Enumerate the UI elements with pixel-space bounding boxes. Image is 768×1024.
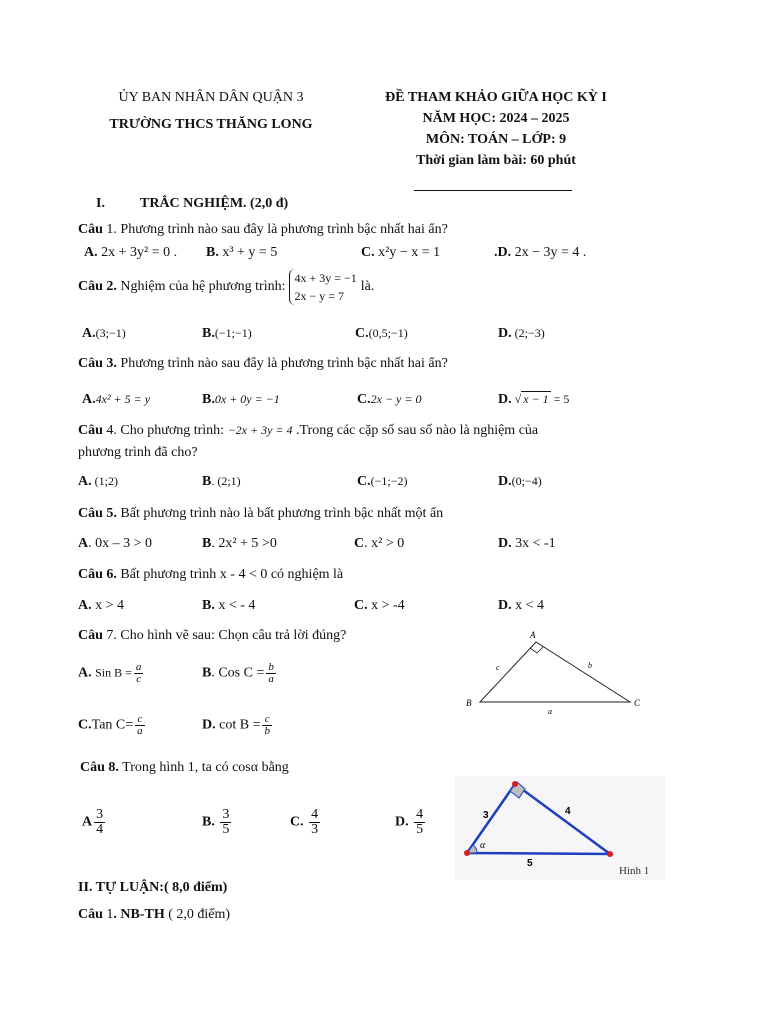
section1-title: TRẮC NGHIỆM. (2,0 đ) [140,196,289,211]
q1-option-b: B. x³ + y = 5 [206,245,278,260]
q5-option-d: D. 3x < -1 [498,536,556,551]
q8-vertex-dot-left [464,850,470,856]
section1-number: I. [96,196,105,211]
q8-option-a: A $\frac{3}{4}$ [82,807,104,837]
q1-text: . Phương trình nào sau đây là phương trình bậc nhất hai ẩn? [113,222,448,237]
q7-option-d: D. cot B = $\frac{c}{b}$ [202,713,270,737]
q1-number: 1 [106,222,114,237]
q1-prompt [78,222,448,238]
q8-side-5: 5 [527,858,533,869]
q7-vertex-b: B [466,698,472,708]
q8-option-b: B. $\frac{3}{5}$ [202,807,230,837]
header-exam-title: ĐỀ THAM KHẢO GIỮA HỌC KỲ I [385,90,607,105]
q6-prompt: Câu 6. Bất phương trình x - 4 < 0 có nghiệm là [78,567,344,582]
q7-vertex-c: C [634,698,641,708]
q7-triangle [480,642,630,702]
q8-option-d: D. $\frac{4}{5}$ [395,807,424,837]
header-school: TRƯỜNG THCS THĂNG LONG [109,117,313,132]
q4-option-a: A. (1;2) [78,474,118,489]
q4-option-b: B. (2;1) [202,474,241,489]
q7-vertex-a: A [530,630,536,640]
q7-triangle-figure [460,626,650,716]
section2-title: II. TỰ LUẬN:( 8,0 điểm) [78,880,228,895]
q2-option-d: D. (2;−3) [498,326,545,341]
q7-option-c: C.Tan C= $\frac{c}{a}$ [78,713,143,737]
q7-side-c: c [496,663,500,672]
q3-option-a: A.4x² + 5 = y [82,392,151,407]
q4-option-d: D.(0;−4) [498,474,542,489]
q7-option-a: A. Sin B = $\frac{a}{c}$ [78,661,142,685]
q2-prompt: Câu 2. Nghiệm của hệ phương trình: 4x + 3y = −1 2x − y = 7 là. [78,271,375,303]
q1-option-a: A. 2x + 3y² = 0 . [84,245,178,260]
q2-option-c: C.(0,5;−1) [355,326,408,341]
q7-prompt: Câu 7. Cho hình vẽ sau: Chọn câu trả lời đúng? [78,628,347,643]
q2-option-b: B.(−1;−1) [202,326,252,341]
q8-option-c: C. $\frac{4}{3}$ [290,807,319,837]
q8-prompt: Câu 8. Trong hình 1, ta có cosα bằng [80,760,289,775]
header-duration: Thời gian làm bài: 60 phút [416,153,576,168]
q6-option-b: B. x < - 4 [202,598,256,613]
q1-option-c: C. x²y − x = 1 [361,245,441,260]
q5-option-b: B. 2x² + 5 >0 [202,536,277,551]
q1-label: Câu [78,222,103,237]
header-district: ỦY BAN NHÂN DÂN QUẬN 3 [118,90,304,105]
q2-system: 4x + 3y = −1 2x − y = 7 [289,269,356,305]
q8-side-4: 4 [565,806,571,817]
q5-option-a: A. 0x – 3 > 0 [78,536,153,551]
q3-option-d: D. √ x − 1 = 5 [498,392,570,407]
q6-option-d: D. x < 4 [498,598,545,613]
header-school-year: NĂM HỌC: 2024 – 2025 [422,111,570,126]
q5-option-c: C. x² > 0 [354,536,405,551]
q6-option-c: C. x > -4 [354,598,405,613]
q2-option-a: A.(3;−1) [82,326,126,341]
q7-side-a: a [548,707,552,716]
header-subject: MÔN: TOÁN – LỚP: 9 [425,132,567,147]
q1-option-d: .D. 2x − 3y = 4 . [494,245,587,260]
q7-right-angle-mark [530,647,543,653]
q8-vertex-dot-right [607,851,613,857]
q8-alpha-label: α [480,840,486,851]
q4-prompt: Câu 4. Cho phương trình: −2x + 3y = 4 .Trong các cặp số sau số nào là nghiệm của [78,423,539,438]
q8-side-3: 3 [483,810,489,821]
q4-option-c: C.(−1;−2) [357,474,408,489]
q3-option-b: B.0x + 0y = −1 [202,392,280,407]
q3-option-c: C.2x − y = 0 [357,392,422,407]
q7-option-b: B. Cos C = $\frac{b}{a}$ [202,661,274,685]
q8-vertex-dot-top [512,781,518,787]
q4-prompt-line2: phương trình đã cho? [78,445,198,460]
q8-triangle-figure [455,776,665,880]
part1-heading: Câu 1. NB-TH ( 2,0 điểm) [78,907,231,922]
header-divider [414,190,572,191]
q6-option-a: A. x > 4 [78,598,125,613]
q3-prompt: Câu 3. Phương trình nào sau đây là phương trình bậc nhất hai ẩn? [78,356,448,371]
q5-prompt: Câu 5. Bất phương trình nào là bất phương trình bậc nhất một ẩn [78,506,444,521]
q7-side-b: b [588,661,592,670]
q8-figure-caption: Hình 1 [619,865,650,877]
